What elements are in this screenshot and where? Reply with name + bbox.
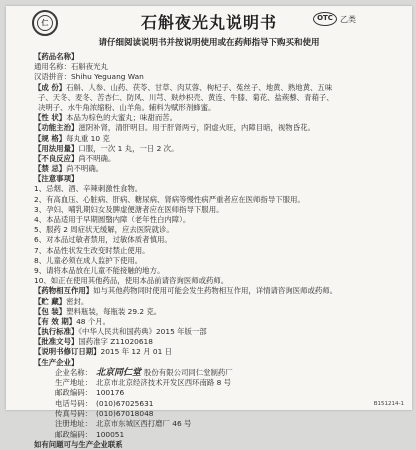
manufacturer-key: 企业名称： — [55, 367, 92, 377]
section-line — [34, 164, 390, 174]
manufacturer-row — [34, 399, 390, 409]
section-line — [34, 235, 390, 245]
section-text: 每丸重 10 克 — [66, 133, 110, 143]
section-text: 如与其他药物同时使用可能会发生药物相互作用，详情请咨询医师或药师。 — [93, 286, 338, 296]
section-line — [34, 174, 390, 184]
section-label: 【生产企业】 — [34, 357, 79, 367]
manufacturer-row — [34, 419, 390, 429]
section-text: 2015 年 12 月 01 日 — [100, 347, 173, 357]
sheet-header — [6, 6, 412, 50]
manufacturer-value-text: (010)67018048 — [96, 409, 154, 418]
print-code: B151214-1 — [373, 401, 404, 407]
section-text: 石斛、人参、山药、茯苓、甘草、肉苁蓉、枸杞子、菟丝子、地黄、熟地黄、五味 — [66, 82, 333, 92]
section-line — [34, 184, 390, 194]
manufacturer-value-text: 北京市北京经济技术开发区西环南路 8 号 — [96, 378, 232, 388]
brand-logo-mark: 仁 — [37, 15, 53, 31]
manufacturer-key: 生产地址： — [55, 378, 92, 388]
manufacturer-value — [92, 430, 124, 440]
section-line — [34, 256, 390, 266]
section-line — [34, 215, 390, 225]
manufacturer-key: 注册地址： — [55, 419, 92, 429]
section-label: 【有 效 期】 — [34, 316, 77, 326]
manufacturer-value-text: 股份有限公司同仁堂制药厂 — [144, 367, 233, 377]
section-line — [34, 297, 390, 307]
manufacturer-key: 邮政编码： — [55, 388, 92, 398]
manufacturer-closing: 如有问题可与生产企业联系 — [34, 439, 123, 449]
manufacturer-key: 电话号码： — [55, 398, 92, 408]
section-line — [34, 72, 390, 82]
section-text: 48 个月。 — [76, 316, 111, 326]
manufacturer-row — [34, 378, 390, 388]
section-text: 9、请将本品放在儿童不能接触的地方。 — [34, 265, 165, 275]
section-line — [34, 347, 390, 357]
section-line — [34, 225, 390, 235]
section-text: 决明子、水牛角浓缩粉、山羊角。辅料为赋形剂蜂蜜。 — [38, 102, 216, 112]
section-text: 尚不明确。 — [66, 164, 104, 174]
manufacturer-value-text: 100051 — [96, 429, 125, 439]
section-label: 【药物相互作用】 — [34, 286, 94, 296]
section-label: 【规 格】 — [34, 133, 67, 143]
manufacturer-key: 邮政编码： — [55, 429, 92, 439]
document-title: 石斛夜光丸说明书 — [140, 13, 277, 32]
otc-badge: OTC — [313, 12, 337, 26]
manufacturer-value — [92, 388, 124, 398]
section-text: 密封。 — [66, 296, 89, 306]
manufacturer-value-text: 100176 — [96, 388, 125, 398]
manufacturer-value — [92, 409, 154, 419]
section-line — [34, 134, 390, 144]
section-text: 滋阴补肾，清肝明目。用于肝肾两亏，阴虚火旺，内障目暗，视物昏花。 — [78, 123, 315, 133]
section-text: 10、如正在使用其他药品，使用本品前请咨询医师或药师。 — [34, 276, 229, 286]
section-line — [34, 113, 390, 123]
section-text: 4、本品适用于早期圆翳内障（老年性白内障）。 — [34, 215, 191, 224]
instruction-sheet — [6, 6, 412, 449]
section-label: 【用法用量】 — [34, 143, 79, 153]
section-line — [34, 195, 390, 205]
section-line — [34, 276, 390, 286]
manufacturer-value — [92, 378, 231, 388]
section-line — [34, 327, 390, 337]
section-text: 通用名称：石斛夜光丸 — [34, 62, 108, 72]
section-line — [34, 62, 390, 72]
section-label: 【包 装】 — [34, 306, 67, 316]
section-text: 尚不明确。 — [78, 153, 116, 163]
section-line — [34, 154, 390, 164]
section-line — [34, 337, 390, 347]
manufacturer-value-text: 北京市东城区西打磨厂 46 号 — [96, 419, 192, 429]
section-text: 8、儿童必须在成人监护下使用。 — [34, 255, 143, 265]
section-label: 【成 份】 — [34, 82, 67, 92]
otc-class-label: 乙类 — [340, 15, 356, 24]
section-label: 【药品名称】 — [34, 52, 79, 61]
section-list — [34, 52, 390, 368]
section-line — [34, 103, 390, 113]
section-line — [34, 286, 390, 296]
section-line — [34, 52, 390, 62]
section-text: 本品为棕色的大蜜丸；味甜而苦。 — [66, 113, 178, 123]
section-line — [34, 93, 390, 103]
section-text: 子、天冬、麦冬、苦杏仁、防风、川芎、麸炒枳壳、黄连、牛膝、菊花、盐蒺藜、青葙子、 — [38, 92, 334, 102]
section-line — [34, 83, 390, 93]
section-text: 2、有高血压、心脏病、肝病、糖尿病、肾病等慢性病严重者应在医师指导下服用。 — [34, 194, 305, 204]
section-label: 【批准文号】 — [34, 337, 79, 347]
section-text: 塑料瓶装，每瓶装 29.2 克。 — [66, 306, 162, 316]
section-text: 7、本品性状发生改变时禁止使用。 — [34, 245, 150, 255]
section-line — [34, 246, 390, 256]
section-label: 【执行标准】 — [34, 327, 79, 337]
section-line — [34, 317, 390, 327]
section-text: 6、对本品过敏者禁用，过敏体质者慎用。 — [34, 235, 172, 245]
manufacturer-key: 传真号码： — [55, 409, 92, 418]
section-label: 【性 状】 — [34, 113, 67, 123]
section-text: 汉语拼音：Shihu Yeguang Wan — [34, 72, 144, 82]
section-label: 【禁 忌】 — [34, 164, 67, 174]
manufacturer-value — [92, 419, 191, 429]
section-label: 【贮 藏】 — [34, 296, 67, 306]
manufacturer-row — [34, 430, 390, 440]
section-text: 口服，一次 1 丸，一日 2 次。 — [78, 143, 179, 153]
section-label: 【说明书修订日期】 — [34, 347, 101, 357]
usage-warning: 请仔细阅读说明书并按说明使用或在药师指导下购买和使用 — [98, 38, 320, 48]
section-line — [34, 307, 390, 317]
sheet-body — [34, 52, 390, 450]
section-text: 5、服药 2 周症状无缓解，应去医院就诊。 — [34, 225, 174, 235]
section-label: 【不良反应】 — [34, 153, 79, 163]
manufacturer-value-text: (010)67025631 — [96, 398, 154, 408]
manufacturer-brand: 北京同仁堂 — [96, 367, 142, 378]
section-text: 《中华人民共和国药典》2015 年版一部 — [78, 327, 207, 337]
manufacturer-row — [34, 409, 390, 419]
manufacturer-block — [34, 368, 390, 450]
section-line — [34, 205, 390, 215]
section-line — [34, 123, 390, 133]
section-text: 3、孕妇、哺乳期妇女及脾虚便溏者应在医师指导下服用。 — [34, 204, 224, 214]
manufacturer-value — [92, 368, 233, 378]
manufacturer-row — [34, 368, 390, 378]
manufacturer-row — [34, 388, 390, 398]
section-line — [34, 358, 390, 368]
section-text: 国药准字 Z11020618 — [78, 337, 153, 347]
section-line — [34, 266, 390, 276]
section-text: 1、忌烟、酒、辛辣刺激性食物。 — [34, 184, 143, 194]
section-label: 【注意事项】 — [34, 174, 79, 184]
section-line — [34, 144, 390, 154]
manufacturer-value — [92, 399, 154, 409]
section-label: 【功能主治】 — [34, 123, 79, 133]
